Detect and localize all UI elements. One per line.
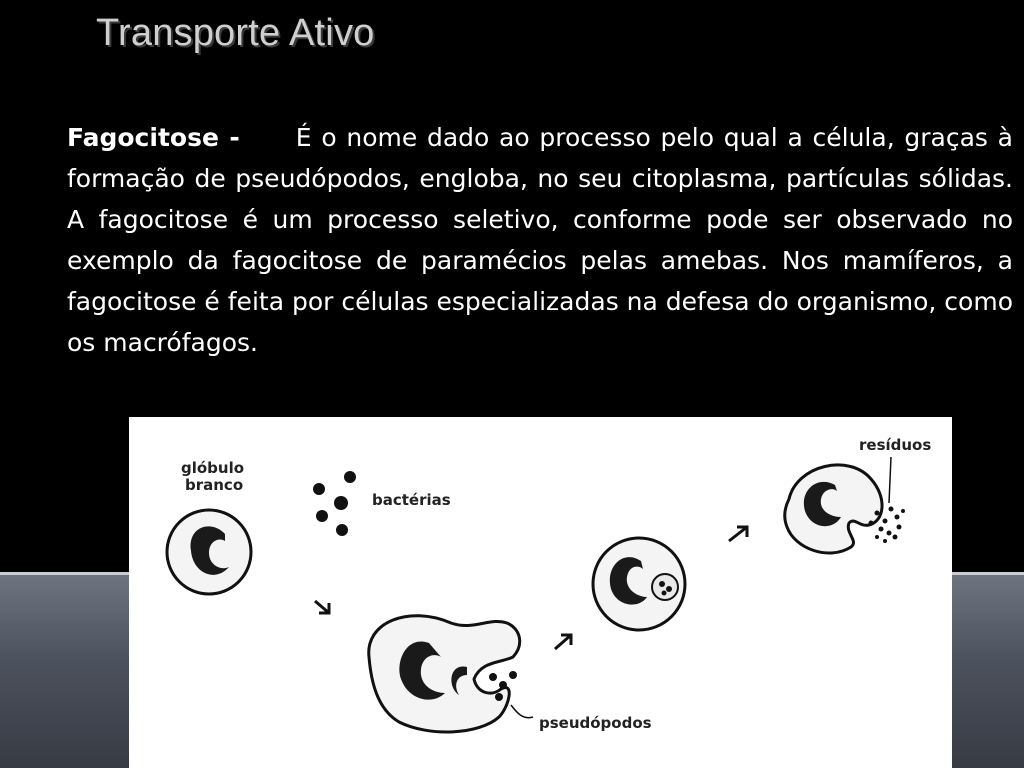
slide-body-text (67, 117, 1013, 363)
slide-title: Transporte Ativo (96, 12, 375, 54)
cell-with-vacuole (593, 538, 685, 630)
label-bacterias: bactérias (372, 491, 451, 509)
label-residuos: resíduos (859, 436, 932, 454)
phagocytosis-svg (129, 417, 952, 768)
engulfing-cell (369, 616, 533, 732)
arrow-1-icon (315, 601, 329, 613)
term-fagocitose: Fagocitose - (67, 123, 240, 152)
arrow-3-icon (729, 527, 747, 541)
cell-expelling-residues (785, 465, 882, 553)
residues-pointer (889, 457, 891, 503)
definition-text: É o nome dado ao processo pelo qual a célula, graças à formação de pseudópodos, engloba, no seu citoplasma, partículas sólidas. A fagocitose é um processo seletivo, conforme pode ser observado no exemplo da fagocitose de paramécios pelas amebas. Nos mamíferos, a fagocitose é feita por células especializadas na defesa do organismo, como os macrófagos. (67, 123, 1013, 357)
arrow-2-icon (555, 635, 571, 649)
bacteria-cluster (313, 471, 356, 536)
label-globulo-1: glóbulo (181, 459, 245, 477)
label-pseudopodos: pseudópodos (539, 714, 652, 732)
label-globulo-2: branco (185, 476, 244, 494)
white-blood-cell (167, 510, 251, 594)
phagocytosis-diagram (129, 417, 952, 768)
